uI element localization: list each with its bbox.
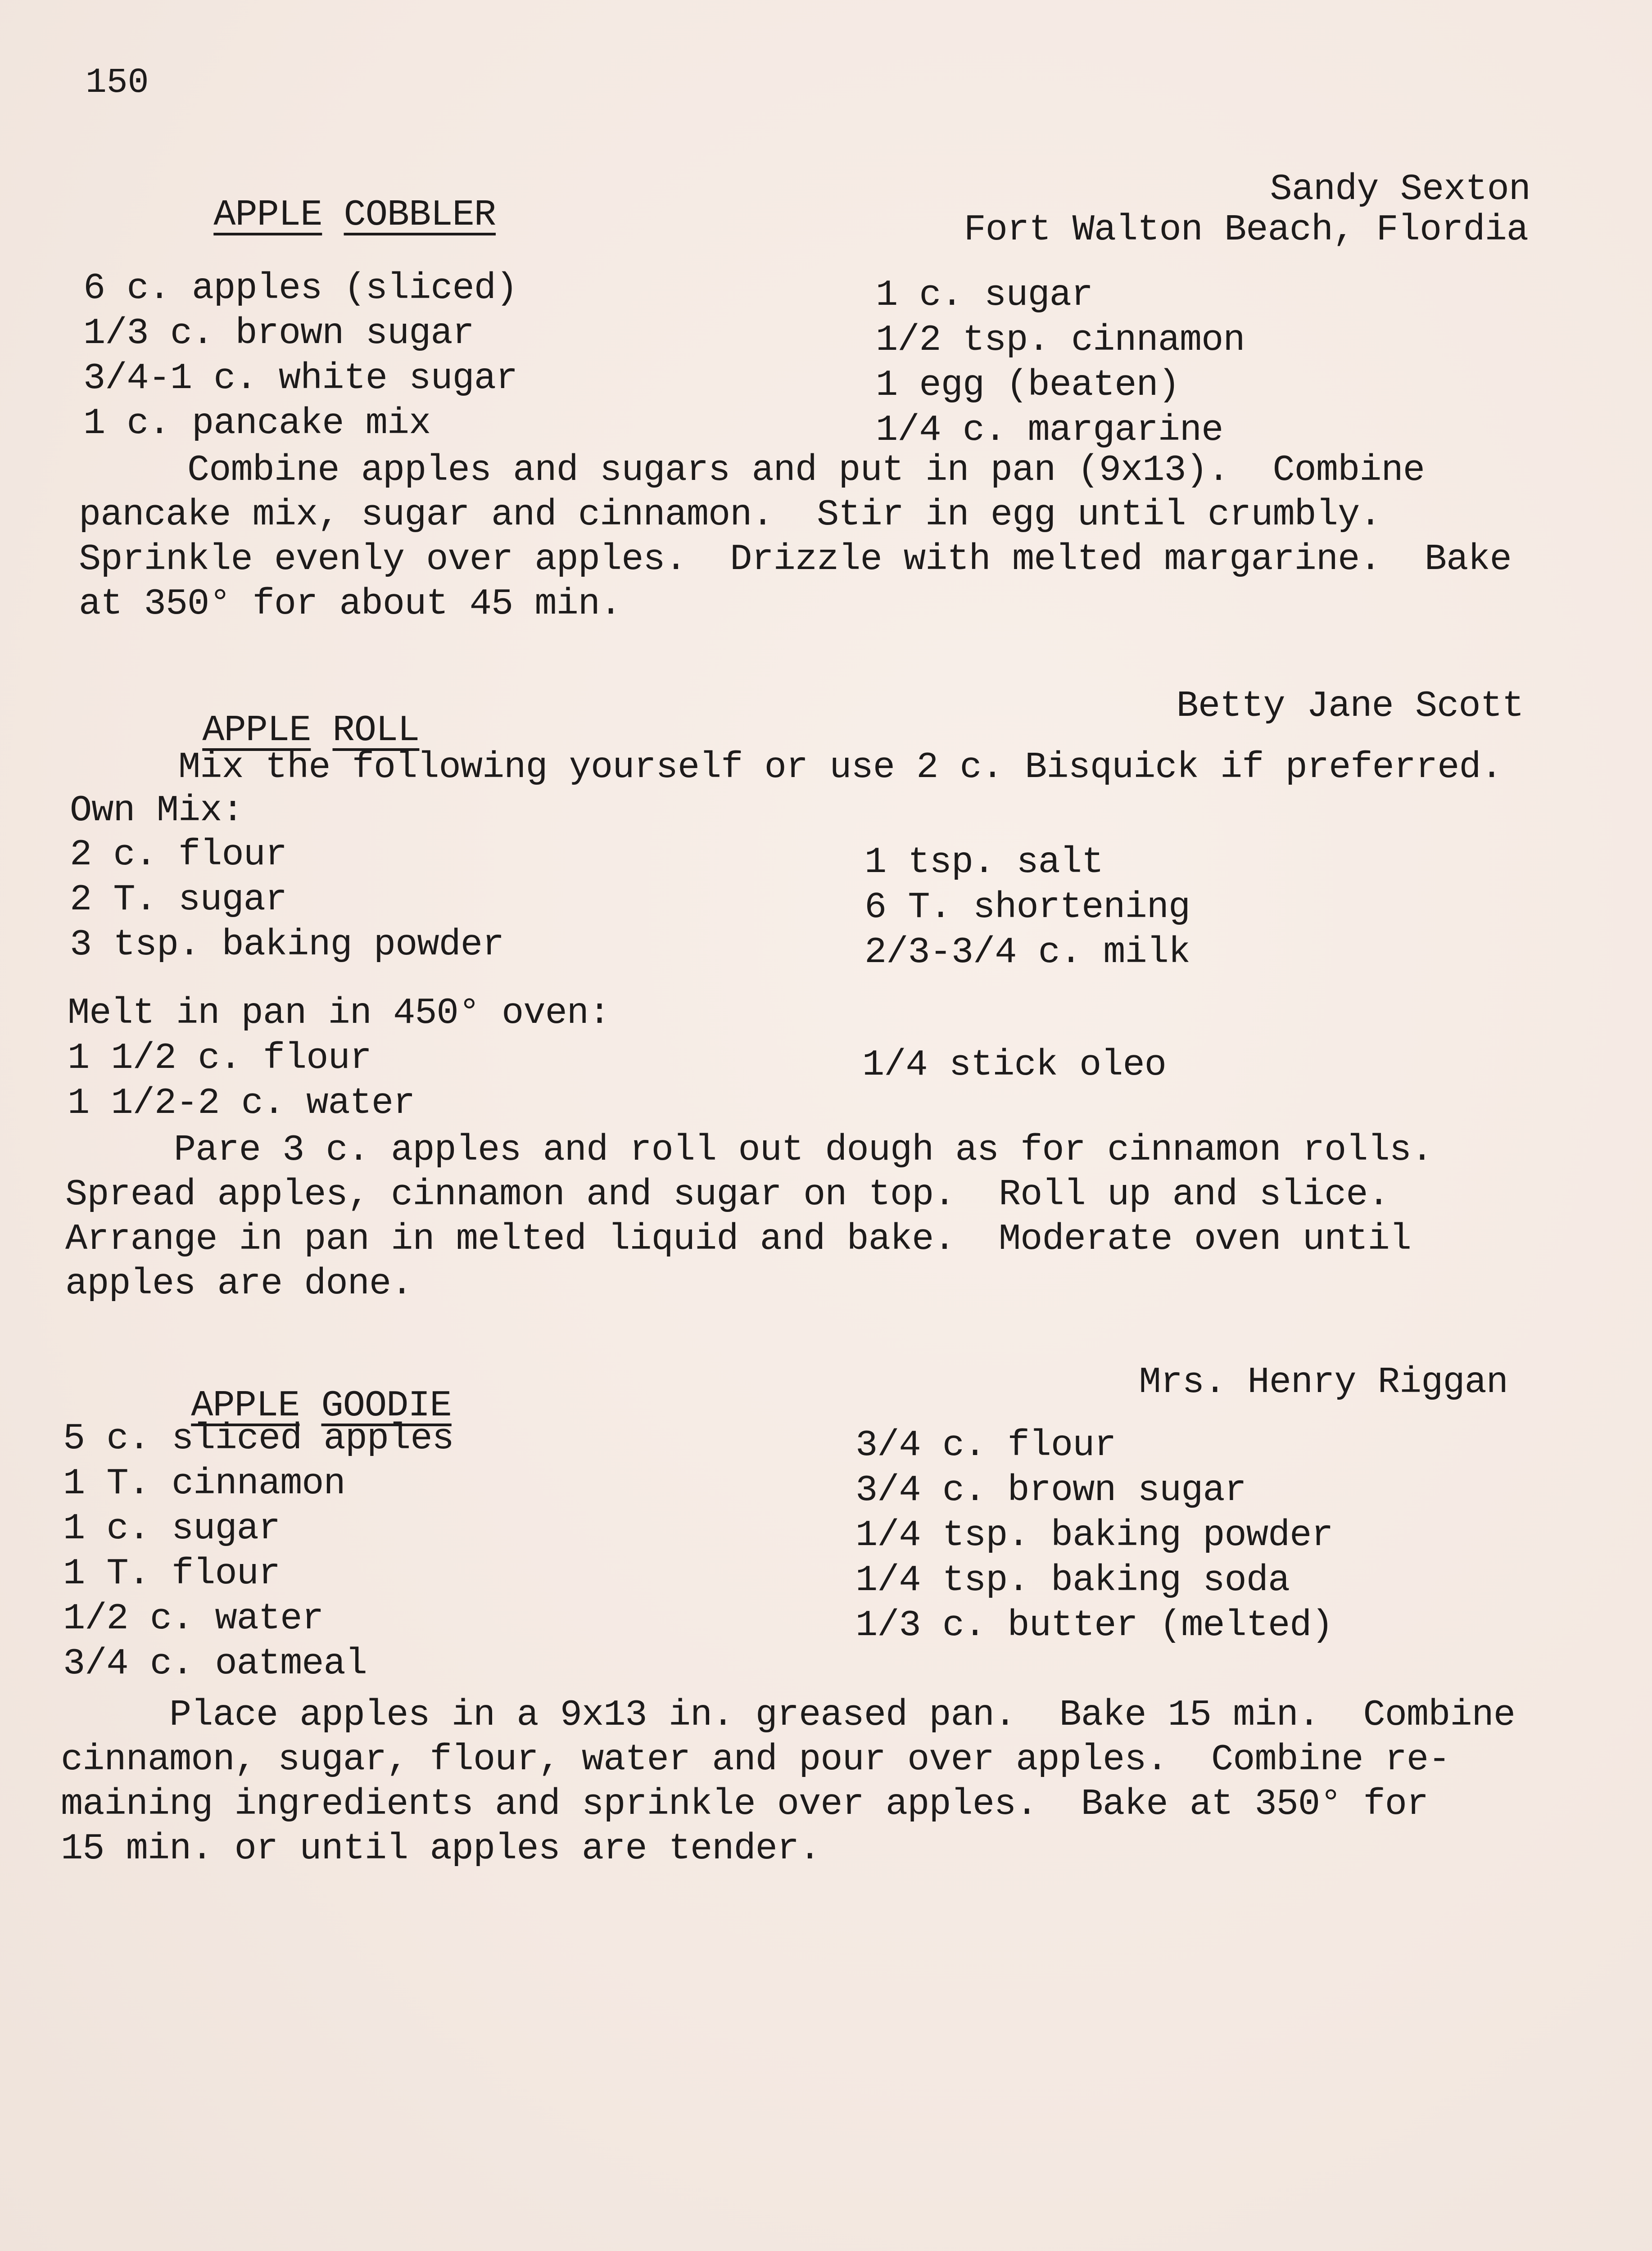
ingredient: 1/3 c. brown sugar [83, 312, 474, 354]
ingredient: 1/2 c. water [63, 1598, 324, 1640]
directions-line: apples are done. [65, 1263, 413, 1305]
ingredient: 2 T. sugar [70, 879, 287, 921]
ingredient: 1 1/2-2 c. water [68, 1082, 415, 1124]
directions-line: pancake mix, sugar and cinnamon. Stir in egg until crumbly. [79, 494, 1381, 536]
ingredient: 1 tsp. salt [864, 841, 1104, 883]
ingredient: 1 c. sugar [876, 274, 1093, 316]
ingredient: 1/4 tsp. baking soda [855, 1559, 1290, 1601]
directions-line: at 350° for about 45 min. [79, 583, 622, 625]
ingredient: 1 c. sugar [63, 1508, 281, 1550]
directions-line: Pare 3 c. apples and roll out dough as for cinnamon rolls. [65, 1129, 1433, 1171]
recipe-author: Mrs. Henry Riggan [1139, 1361, 1508, 1403]
ingredient: 1 T. cinnamon [63, 1463, 345, 1505]
ingredient: 3 tsp. baking powder [70, 924, 504, 966]
ingredient: 3/4 c. brown sugar [855, 1469, 1246, 1511]
ingredient: 2 c. flour [70, 834, 287, 876]
ingredient: 2/3-3/4 c. milk [864, 931, 1190, 973]
recipe-title [83, 160, 496, 271]
title-word: COBBLER [344, 194, 496, 236]
ingredient: 1/3 c. butter (melted) [855, 1605, 1333, 1646]
directions-line: maining ingredients and sprinkle over apples. Bake at 350° for [61, 1783, 1429, 1825]
title-word: APPLE [191, 1385, 300, 1427]
own-mix-label: Own Mix: [70, 790, 244, 832]
ingredient: 1 T. flour [63, 1553, 281, 1595]
recipe-author-location: Fort Walton Beach, Flordia [964, 209, 1528, 251]
ingredient: 6 c. apples (sliced) [83, 267, 518, 309]
title-word: GOODIE [321, 1385, 452, 1427]
title-word: APPLE [213, 194, 322, 236]
ingredient: 1/4 c. margarine [876, 409, 1223, 451]
title-word: APPLE [202, 710, 311, 751]
directions-line: Spread apples, cinnamon and sugar on top. Roll up and slice. [65, 1174, 1389, 1216]
recipe-intro: Mix the following yourself or use 2 c. Bisquick if preferred. [70, 746, 1503, 788]
directions-line: Combine apples and sugars and put in pan (9x13). Combine [79, 449, 1425, 491]
directions-line: Sprinkle evenly over apples. Drizzle with melted margarine. Bake [79, 538, 1512, 580]
ingredient: 5 c. sliced apples [63, 1418, 454, 1460]
ingredient: 1/2 tsp. cinnamon [876, 319, 1245, 361]
ingredient: 1/4 stick oleo [862, 1044, 1166, 1086]
recipe-author: Betty Jane Scott [1176, 685, 1524, 727]
ingredient: 3/4-1 c. white sugar [83, 357, 518, 399]
page-number: 150 [86, 63, 149, 103]
ingredient: 1/4 tsp. baking powder [855, 1514, 1333, 1556]
directions-line: cinnamon, sugar, flour, water and pour over apples. Combine re- [61, 1739, 1450, 1781]
recipe-author: Sandy Sexton [1270, 168, 1530, 210]
ingredient: 6 T. shortening [864, 886, 1190, 928]
melt-label: Melt in pan in 450° oven: [68, 992, 611, 1034]
directions-line: Place apples in a 9x13 in. greased pan. Bake 15 min. Combine [61, 1694, 1515, 1736]
ingredient: 1 egg (beaten) [876, 364, 1180, 406]
directions-line: Arrange in pan in melted liquid and bake. Moderate oven until [65, 1218, 1411, 1260]
ingredient: 1 1/2 c. flour [68, 1037, 371, 1079]
ingredient: 3/4 c. oatmeal [63, 1643, 367, 1685]
title-word: ROLL [332, 710, 420, 751]
directions-line: 15 min. or until apples are tender. [61, 1828, 821, 1870]
ingredient: 3/4 c. flour [855, 1424, 1116, 1466]
ingredient: 1 c. pancake mix [83, 402, 431, 444]
